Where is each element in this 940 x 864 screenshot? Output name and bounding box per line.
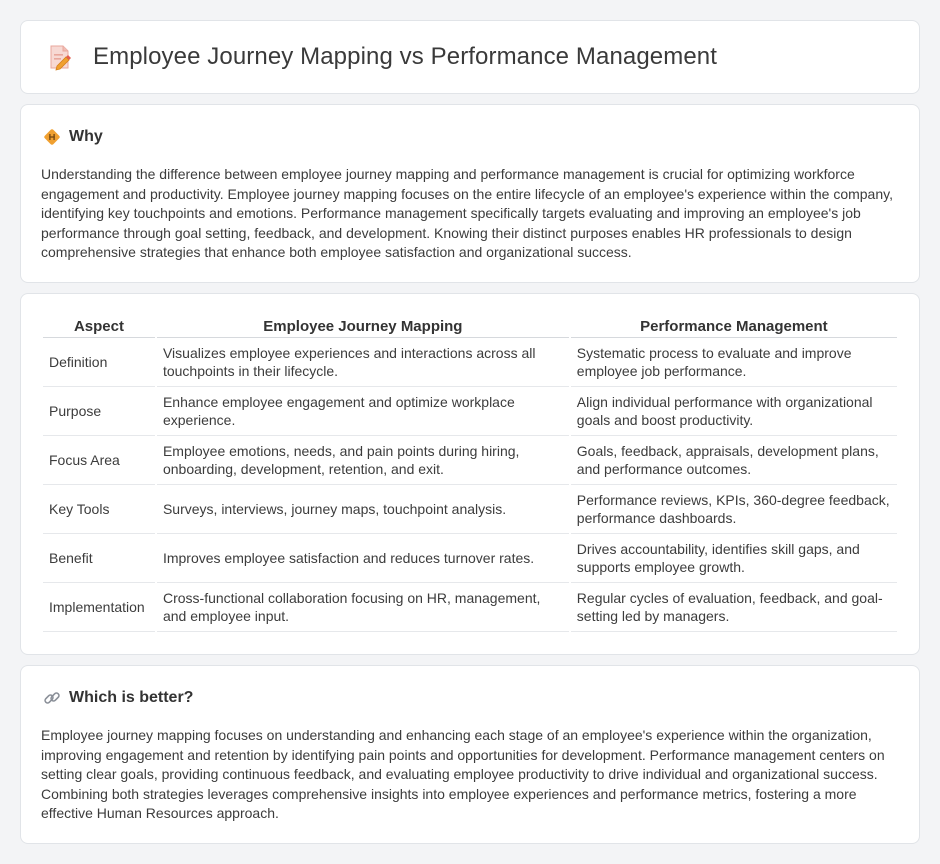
table-row — [43, 387, 897, 436]
table-row — [43, 534, 897, 583]
which-is-better-section — [20, 665, 920, 844]
row-performance-value: Goals, feedback, appraisals, development plans, and performance outcomes. — [571, 436, 897, 485]
better-header — [43, 689, 193, 707]
comparison-table — [41, 314, 899, 632]
better-text: Employee journey mapping focuses on understanding and enhancing each stage of an employee's experience within the organization, improving engagement and retention by identifying pain points and opportunities for development. Performance management centers on setting clear goals, providing continuous feedback, and evaluating employee productivity to drive individual and organizational success. Combining both strategies leverages comprehensive insights into employee experiences and performance metrics, fostering a more effective Human Resources approach. — [41, 727, 885, 821]
better-heading: Which is better? — [69, 689, 194, 706]
why-section — [20, 104, 920, 283]
table-row — [43, 338, 897, 387]
row-journey-value: Cross-functional collaboration focusing on HR, management, and employee input. — [157, 583, 569, 632]
row-journey-value: Enhance employee engagement and optimize workplace experience. — [157, 387, 569, 436]
header-aspect: Aspect — [43, 314, 155, 338]
row-journey-value: Surveys, interviews, journey maps, touchpoint analysis. — [157, 485, 569, 534]
table-row — [43, 583, 897, 632]
title-row — [45, 43, 717, 71]
page-title: Employee Journey Mapping vs Performance Management — [93, 43, 717, 70]
diamond-warning-icon — [43, 128, 61, 146]
row-performance-value: Drives accountability, identifies skill gaps, and supports employee growth. — [571, 534, 897, 583]
row-journey-value: Improves employee satisfaction and reduces turnover rates. — [157, 534, 569, 583]
row-performance-value: Systematic process to evaluate and improve employee job performance. — [571, 338, 897, 387]
row-aspect: Focus Area — [43, 436, 155, 485]
row-performance-value: Align individual performance with organizational goals and boost productivity. — [571, 387, 897, 436]
row-journey-value: Visualizes employee experiences and interactions across all touchpoints in their lifecycle. — [157, 338, 569, 387]
why-text: Understanding the difference between employee journey mapping and performance management is crucial for optimizing workforce engagement and productivity. Employee journey mapping focuses on the entire lifecycle of an employee's experience within the company, identifying key touchpoints and emotions. Performance management specifically targets evaluating and improving an employee's job performance through goal setting, feedback, and development. Knowing their distinct purposes enables HR professionals to design comprehensive strategies that enhance both employee satisfaction and organizational success. — [41, 166, 893, 260]
row-aspect: Benefit — [43, 534, 155, 583]
table-row — [43, 485, 897, 534]
row-performance-value: Performance reviews, KPIs, 360-degree feedback, performance dashboards. — [571, 485, 897, 534]
row-aspect: Key Tools — [43, 485, 155, 534]
row-journey-value: Employee emotions, needs, and pain points during hiring, onboarding, development, retention, and exit. — [157, 436, 569, 485]
link-icon — [43, 689, 61, 707]
row-performance-value: Regular cycles of evaluation, feedback, and goal-setting led by managers. — [571, 583, 897, 632]
table-row — [43, 436, 897, 485]
comparison-section — [20, 293, 920, 655]
header-performance-management: Performance Management — [571, 314, 897, 338]
row-aspect: Implementation — [43, 583, 155, 632]
row-aspect: Definition — [43, 338, 155, 387]
why-heading: Why — [69, 128, 103, 145]
table-header-row — [43, 314, 897, 338]
document-edit-icon — [45, 43, 73, 71]
why-header — [43, 128, 103, 146]
header-journey-mapping: Employee Journey Mapping — [157, 314, 569, 338]
title-card — [20, 20, 920, 94]
row-aspect: Purpose — [43, 387, 155, 436]
